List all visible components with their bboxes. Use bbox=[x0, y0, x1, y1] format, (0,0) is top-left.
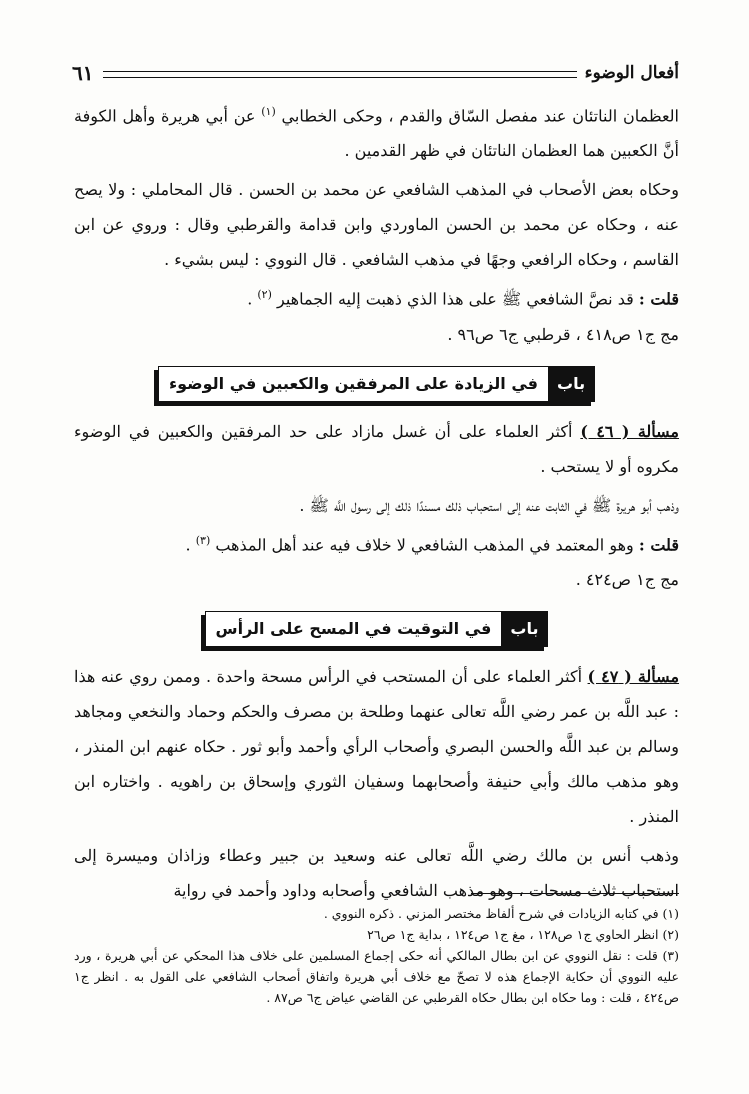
chapter-title: في التوقيت في المسح على الرأس bbox=[215, 619, 492, 639]
paragraph-2: وحكاه بعض الأصحاب في المذهب الشافعي عن محمد بن الحسن . قال المحاملي : ولا يصح عنه ، وحكاه عن محمد بن الحسن الماوردي وابن قدامة والقرطبي وقال : وروي عن ابن القاسم ، وحكاه الرافعي وجهًا في مذهب الشافعي . قال النووي : ليس بشيء . bbox=[74, 180, 679, 270]
chapter-heading-box bbox=[158, 366, 595, 402]
paragraph-1-text-cont: عن أبي هريرة وأهل الكوفة أنَّ الكعبين هما العظمان الناتئان في ظهر القدمين . bbox=[74, 106, 679, 161]
masala-label: مسألة ( ٤٦ ) bbox=[580, 421, 680, 441]
paragraph-1-text: العظمان الناتئان عند مفصل السّاق والقدم ، وحكى الخطابي bbox=[281, 106, 679, 126]
footnote-1: (١) في كتابه الزيادات في شرح ألفاظ مختصر المزني . ذكره النووي . bbox=[323, 906, 679, 921]
chapter-heading-2 bbox=[74, 611, 679, 647]
chapter-heading-box bbox=[205, 611, 549, 647]
page-number: ٦١ bbox=[72, 61, 94, 85]
masala-46-text: أكثر العلماء على أن غسل مازاد على حد المرفقين والكعبين في الوضوء مكروه أو لا يستحب . bbox=[74, 421, 679, 476]
paragraph-3 bbox=[74, 277, 679, 316]
footnote-ref-2[interactable]: (٢) bbox=[257, 288, 272, 302]
paragraph-1 bbox=[74, 94, 679, 168]
paragraph-6-text: وهو المعتمد في المذهب الشافعي لا خلاف فيه عند أهل المذهب bbox=[215, 534, 634, 554]
footnote-3: (٣) قلت : نقل النووي عن ابن بطال المالكي أنه حكى إجماع المسلمين على خلاف هذا المحكي عن أبي هريرة ، ورد عليه النووي أن حكاية الإجماع هذه لا تصحّ مع خلاف أبي هريرة واتفاق أصحاب الشافعي على القول به . انظر ج١ ص٤٢٤ ، قلت : وما حكاه ابن بطال حكاه القرطبي عن القاضي عياض ج٦ ص٨٧ . bbox=[74, 948, 679, 1005]
chapter-tag: باب bbox=[501, 612, 547, 646]
paragraph-3-text: قد نصَّ الشافعي ﷺ على هذا الذي ذهبت إليه الجماهير bbox=[276, 289, 634, 309]
qultu-label: قلت : bbox=[638, 289, 679, 309]
main-text bbox=[74, 94, 679, 908]
footnote-ref-3[interactable]: (٣) bbox=[195, 533, 211, 547]
qultu-label: قلت : bbox=[638, 534, 679, 554]
chapter-tag: باب bbox=[548, 367, 594, 401]
chapter-heading-1 bbox=[74, 366, 679, 402]
reference-line-1: مج ج١ ص٤١٨ ، قرطبي ج٦ ص٩٦ . bbox=[447, 324, 679, 344]
running-header bbox=[72, 58, 679, 88]
reference-line-2: مج ج١ ص٤٢٤ . bbox=[575, 569, 679, 589]
masala-label: مسألة ( ٤٧ ) bbox=[587, 666, 680, 686]
paragraph-8: وذهب أنس بن مالك رضي اللَّه تعالى عنه وسعيد بن جبير وعطاء وزاذان وميسرة إلى استحباب ثلاث مسحات ، وهو مذهب الشافعي وأصحابه وداود وأحمد في رواية bbox=[74, 845, 679, 900]
header-rule bbox=[103, 71, 576, 78]
paragraph-5: وذهب أبو هريرة ﷺ في الثابت عنه إلى استحباب ذلك مسندًا ذلك إلى رسول اللَّه ﷺ . bbox=[299, 495, 679, 515]
masala-46 bbox=[74, 414, 679, 484]
footnote-2: (٢) انظر الحاوي ج١ ص١٢٨ ، مغ ج١ ص١٢٤ ، بداية ج١ ص٢٦ bbox=[367, 927, 679, 942]
footnote-ref-1[interactable]: (١) bbox=[261, 105, 276, 118]
footnote-separator bbox=[471, 893, 679, 894]
masala-47 bbox=[74, 659, 679, 834]
paragraph-6 bbox=[74, 523, 679, 562]
footnotes bbox=[74, 903, 679, 1008]
chapter-title: في الزيادة على المرفقين والكعبين في الوضوء bbox=[168, 374, 538, 394]
chapter-running-title: أفعال الوضوء bbox=[584, 63, 679, 83]
masala-47-text: أكثر العلماء على أن المستحب في الرأس مسحة واحدة . وممن روي عنه هذا : عبد اللَّه بن عمر رضي اللَّه تعالى عنهما وطلحة بن مصرف والحكم وحماد والنخعي ومجاهد وسالم بن عبد اللَّه والحسن البصري وأصحاب الرأي وأحمد وأبو ثور . حكاه عنهم ابن المنذر ، وهو مذهب مالك وأبي حنيفة وأصحابهما وسفيان الثوري وإسحاق بن راهويه . واختاره ابن المنذر . bbox=[74, 666, 680, 826]
paragraph-6-end: . bbox=[185, 534, 191, 554]
paragraph-3-end: . bbox=[247, 289, 253, 309]
